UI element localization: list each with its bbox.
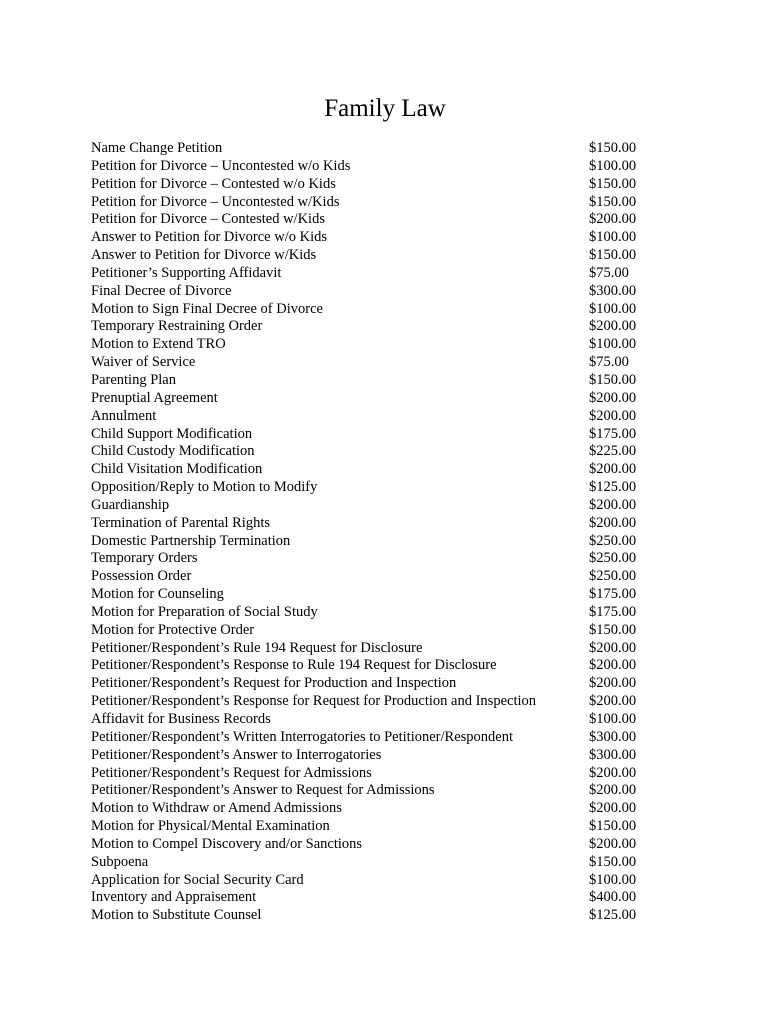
fee-row (91, 497, 651, 515)
fee-item-price: $150.00 (589, 818, 637, 835)
fee-item-name: Affidavit for Business Records (91, 711, 271, 727)
fee-item-name: Petitioner/Respondent’s Request for Admissions (91, 764, 372, 781)
fee-item-price: $200.00 (589, 675, 637, 692)
fee-item-name: Petitioner/Respondent’s Answer to Interrogatories (91, 746, 382, 763)
fee-item-name: Child Support Modification (91, 425, 253, 442)
fee-row (91, 782, 651, 800)
fee-row (91, 765, 651, 783)
fee-row (91, 889, 651, 907)
fee-item-price: $100.00 (589, 157, 637, 174)
fee-item-price: $100.00 (589, 336, 637, 353)
fee-item-price: $200.00 (589, 318, 637, 335)
fee-row (91, 479, 651, 497)
fee-item-price: $150.00 (589, 371, 637, 388)
fee-item-name: Petition for Divorce – Contested w/o Kids (91, 175, 336, 192)
fee-item-price: $100.00 (589, 229, 637, 246)
fee-item-price: $300.00 (589, 746, 637, 763)
fee-row (91, 390, 651, 408)
fee-item-price: $150.00 (589, 247, 637, 264)
fee-row (91, 283, 651, 301)
fee-row (91, 872, 651, 890)
fee-item-price: $150.00 (589, 621, 637, 638)
fee-item-name: Prenuptial Agreement (91, 389, 218, 406)
fee-item-name: Petitioner/Respondent’s Response for Request for Production and Inspection (91, 693, 536, 710)
fee-row (91, 265, 651, 283)
fee-item-name: Inventory and Appraisement (91, 889, 257, 906)
fee-row (91, 622, 651, 640)
fee-item-name: Petitioner/Respondent’s Request for Production and Inspection (91, 675, 457, 692)
fee-item-name: Waiver of Service (91, 354, 196, 371)
fee-item-name: Petitioner/Respondent’s Response to Rule 194 Request for Disclosure (91, 657, 497, 674)
fee-item-name: Motion for Protective Order (91, 621, 255, 638)
fee-item-price: $125.00 (589, 907, 637, 924)
fee-item-price: $200.00 (589, 461, 637, 478)
fee-item-name: Name Change Petition (91, 140, 223, 156)
fee-item-price: $200.00 (589, 639, 637, 656)
fee-item-price: $125.00 (589, 479, 637, 496)
fee-item-price: $200.00 (589, 211, 637, 228)
fee-row (91, 354, 651, 372)
fee-item-name: Application for Social Security Card (91, 871, 304, 888)
fee-row (91, 301, 651, 319)
fee-row (91, 693, 651, 711)
fee-item-name: Temporary Restraining Order (91, 318, 263, 335)
fee-item-name: Answer to Petition for Divorce w/o Kids (91, 229, 327, 246)
fee-item-name: Motion to Sign Final Decree of Divorce (91, 300, 323, 317)
fee-item-name: Petitioner/Respondent’s Answer to Request for Admissions (91, 782, 435, 799)
fee-item-name: Annulment (91, 407, 157, 424)
fee-item-price: $200.00 (589, 389, 637, 406)
fee-item-price: $250.00 (589, 550, 637, 567)
fee-row (91, 318, 651, 336)
fee-row (91, 211, 651, 229)
fee-item-name: Termination of Parental Rights (91, 514, 270, 531)
fee-row (91, 675, 651, 693)
fee-item-name: Petition for Divorce – Uncontested w/o Kids (91, 157, 351, 174)
fee-row (91, 711, 651, 729)
fee-item-price: $200.00 (589, 407, 637, 424)
fee-item-price: $100.00 (589, 871, 637, 888)
fee-row (91, 176, 651, 194)
fee-row (91, 443, 651, 461)
fee-row (91, 657, 651, 675)
fee-item-price: $100.00 (589, 711, 637, 727)
fee-row (91, 640, 651, 658)
fee-row (91, 586, 651, 604)
fee-item-name: Possession Order (91, 568, 192, 585)
fee-item-name: Petition for Divorce – Contested w/Kids (91, 211, 325, 228)
fee-item-name: Motion to Substitute Counsel (91, 907, 262, 924)
fee-item-price: $175.00 (589, 603, 637, 620)
fee-row (91, 729, 651, 747)
fee-item-price: $100.00 (589, 300, 637, 317)
fee-item-price: $225.00 (589, 443, 637, 460)
fee-row (91, 372, 651, 390)
fee-row (91, 408, 651, 426)
fee-item-name: Temporary Orders (91, 550, 198, 567)
fee-item-name: Domestic Partnership Termination (91, 532, 291, 549)
fee-item-price: $250.00 (589, 568, 637, 585)
fee-item-price: $150.00 (589, 193, 637, 210)
fee-item-name: Subpoena (91, 853, 149, 870)
fee-row (91, 533, 651, 551)
fee-item-name: Motion to Extend TRO (91, 336, 226, 353)
fee-item-price: $75.00 (589, 354, 629, 371)
fee-item-name: Petition for Divorce – Uncontested w/Kids (91, 193, 340, 210)
fee-item-name: Final Decree of Divorce (91, 282, 232, 299)
fee-row (91, 818, 651, 836)
fee-item-name: Parenting Plan (91, 371, 176, 388)
fee-row (91, 461, 651, 479)
fee-row (91, 247, 651, 265)
fee-item-price: $250.00 (589, 532, 637, 549)
fee-row (91, 229, 651, 247)
fee-row (91, 907, 651, 925)
fee-item-price: $200.00 (589, 764, 637, 781)
fee-row (91, 747, 651, 765)
fee-item-name: Motion for Counseling (91, 586, 224, 603)
fee-schedule-list (91, 140, 651, 925)
fee-item-name: Guardianship (91, 496, 170, 513)
fee-item-price: $200.00 (589, 835, 637, 852)
fee-item-name: Petitioner/Respondent’s Rule 194 Request for Disclosure (91, 639, 423, 656)
fee-row (91, 426, 651, 444)
fee-row (91, 800, 651, 818)
fee-item-name: Answer to Petition for Divorce w/Kids (91, 247, 317, 264)
fee-item-price: $175.00 (589, 425, 637, 442)
fee-row (91, 515, 651, 533)
fee-item-name: Petitioner’s Supporting Affidavit (91, 264, 282, 281)
fee-item-price: $200.00 (589, 514, 637, 531)
fee-item-price: $200.00 (589, 782, 637, 799)
fee-item-price: $200.00 (589, 657, 637, 674)
fee-row (91, 550, 651, 568)
fee-row (91, 604, 651, 622)
fee-item-price: $300.00 (589, 728, 637, 745)
fee-row (91, 140, 651, 158)
fee-row (91, 568, 651, 586)
fee-item-price: $300.00 (589, 282, 637, 299)
fee-item-name: Motion to Withdraw or Amend Admissions (91, 800, 342, 817)
fee-item-price: $75.00 (589, 264, 629, 281)
fee-item-name: Opposition/Reply to Motion to Modify (91, 479, 318, 496)
fee-item-name: Child Custody Modification (91, 443, 255, 460)
fee-item-price: $200.00 (589, 693, 637, 710)
fee-item-name: Motion to Compel Discovery and/or Sanctions (91, 835, 363, 852)
fee-row (91, 158, 651, 176)
fee-item-price: $150.00 (589, 140, 637, 156)
fee-item-price: $400.00 (589, 889, 637, 906)
page-title: Family Law (324, 95, 446, 122)
fee-item-price: $175.00 (589, 586, 637, 603)
fee-row (91, 194, 651, 212)
fee-item-name: Petitioner/Respondent’s Written Interrogatories to Petitioner/Respondent (91, 728, 513, 745)
fee-row (91, 336, 651, 354)
fee-item-price: $200.00 (589, 496, 637, 513)
fee-item-name: Motion for Preparation of Social Study (91, 603, 318, 620)
fee-row (91, 854, 651, 872)
fee-item-name: Child Visitation Modification (91, 461, 263, 478)
fee-item-price: $200.00 (589, 800, 637, 817)
fee-row (91, 836, 651, 854)
fee-item-price: $150.00 (589, 175, 637, 192)
fee-item-name: Motion for Physical/Mental Examination (91, 818, 330, 835)
fee-item-price: $150.00 (589, 853, 637, 870)
